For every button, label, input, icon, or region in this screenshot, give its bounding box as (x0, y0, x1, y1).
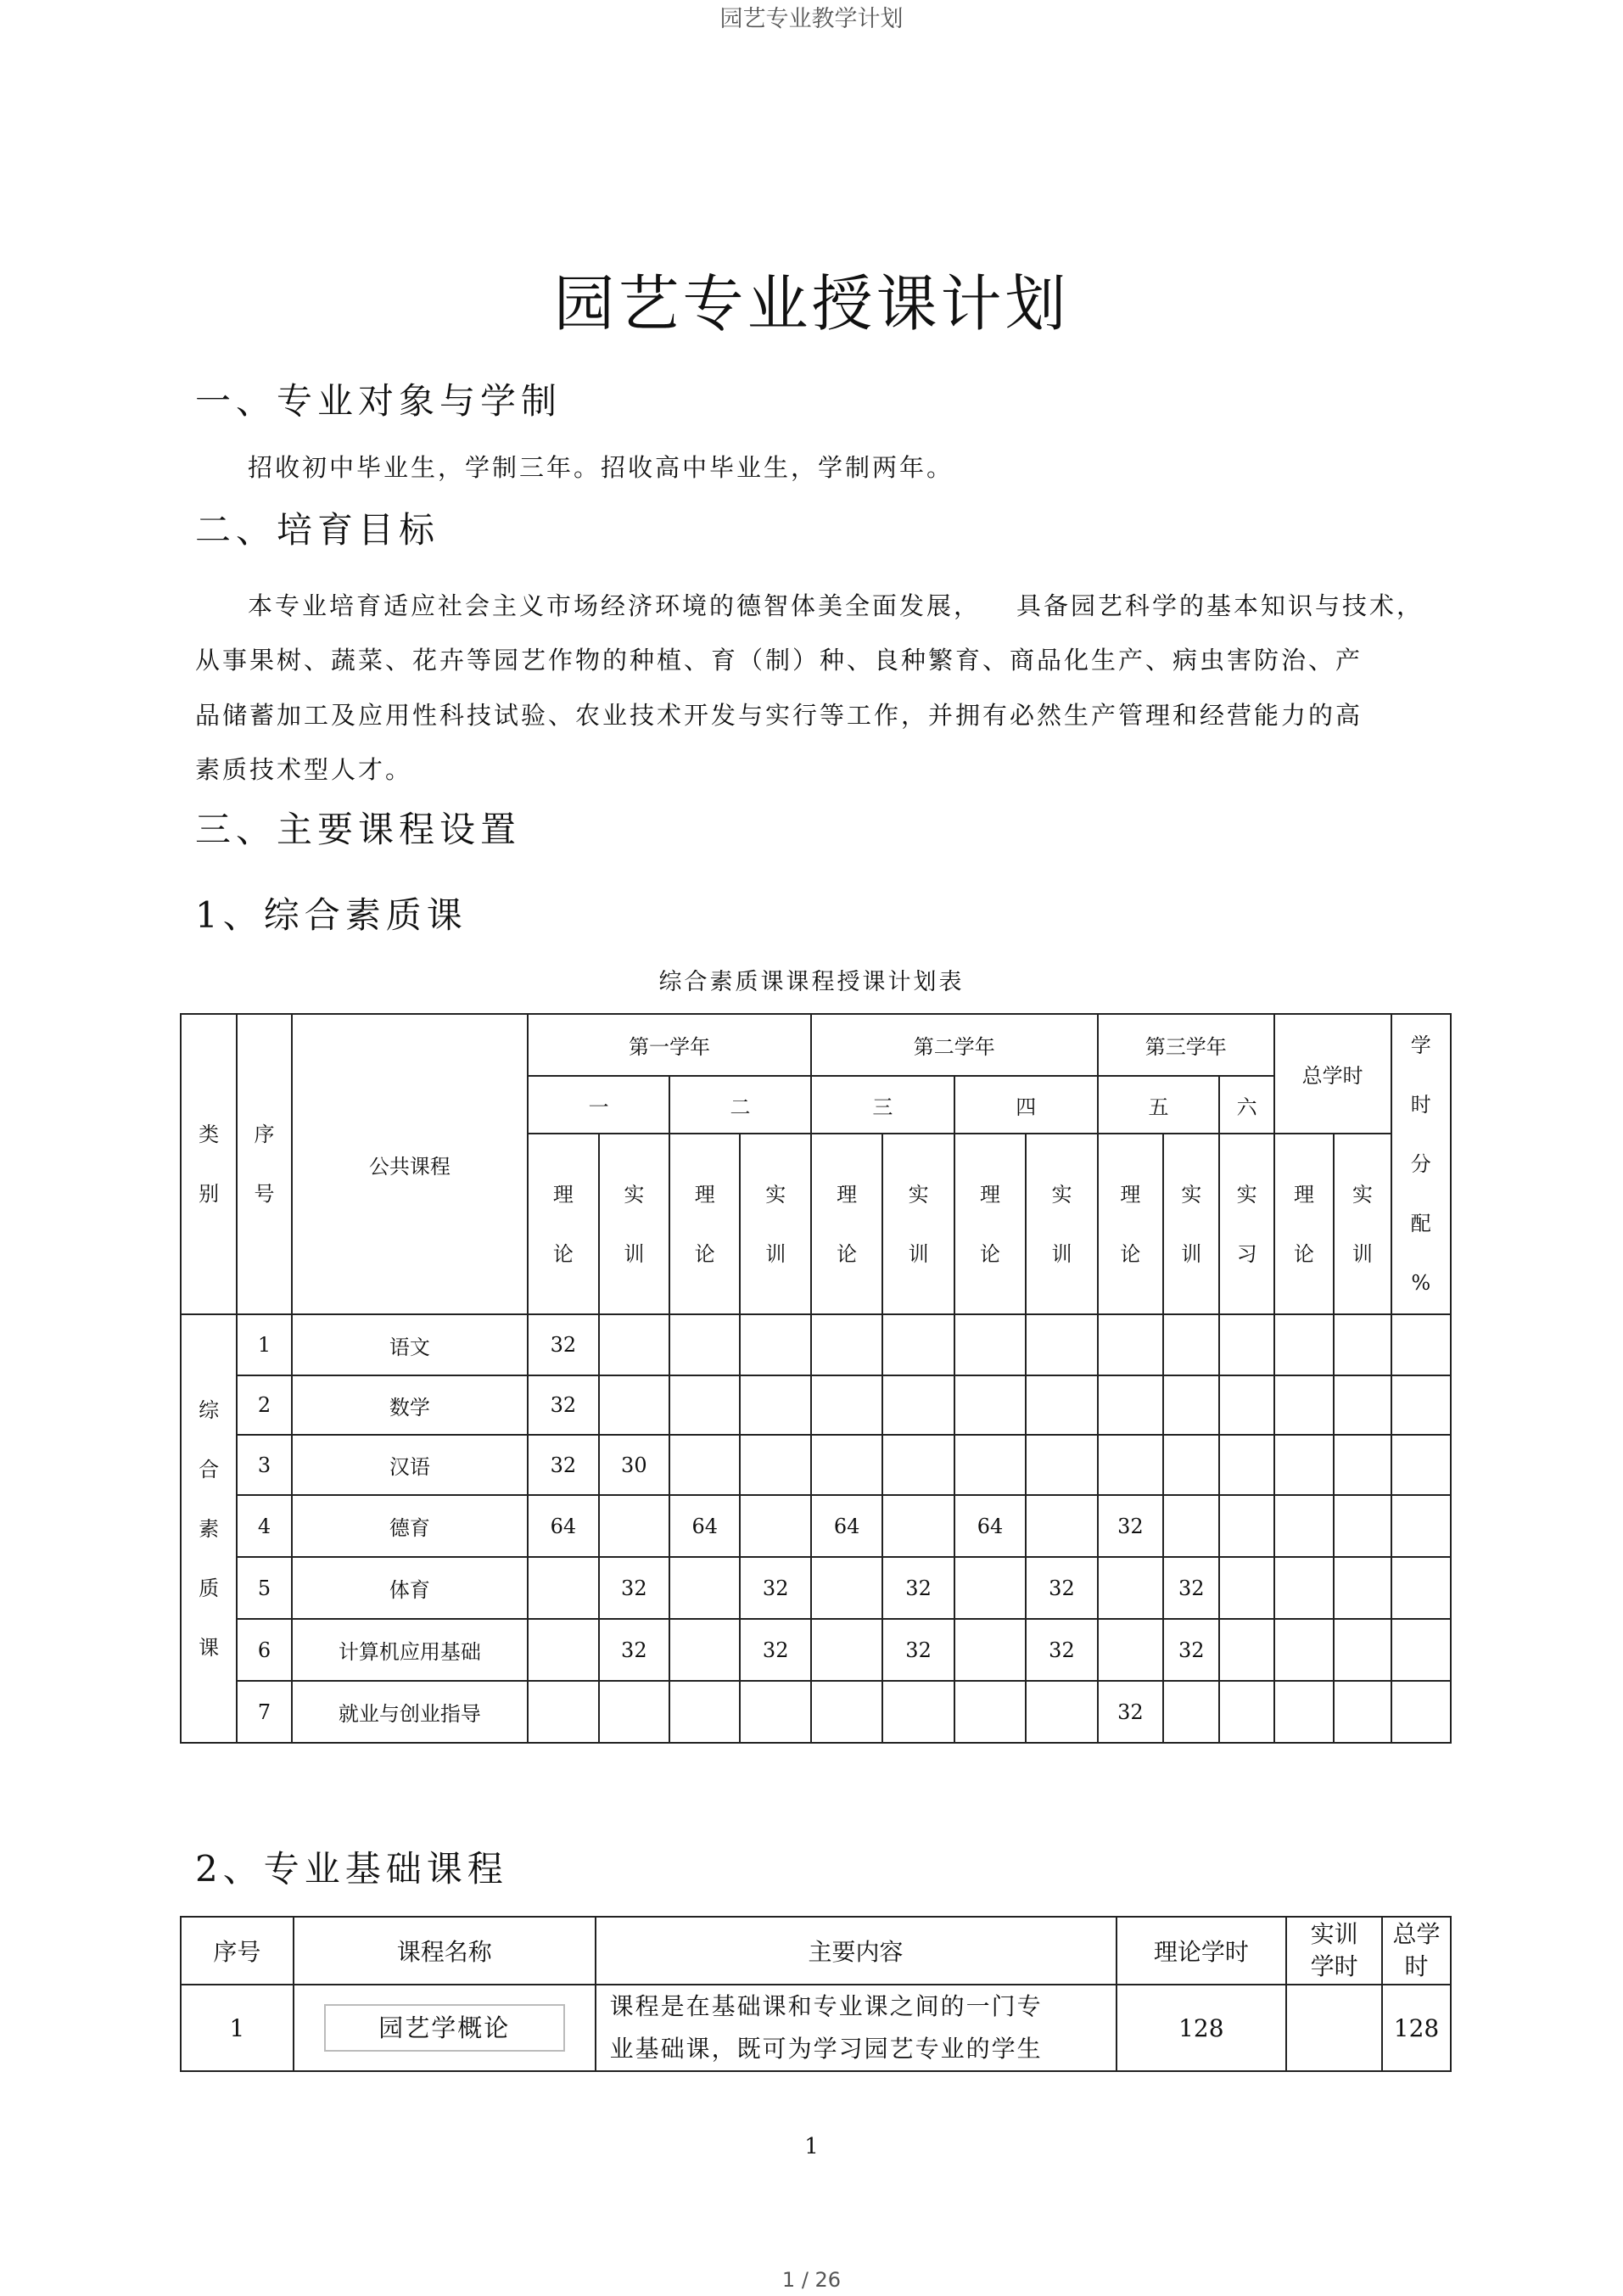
cell (1334, 1495, 1391, 1557)
header-practice: 实 训 (1334, 1134, 1391, 1314)
row-seq: 6 (237, 1619, 291, 1681)
header-total-hours: 总学时 (1274, 1014, 1391, 1134)
table-row (181, 1985, 1451, 2071)
header-practice: 实 训 (1026, 1134, 1097, 1314)
section-3-heading: 三、主要课程设置 (195, 809, 522, 850)
cell (1391, 1314, 1452, 1375)
cell: 32 (740, 1557, 810, 1619)
subsection-1-heading: 1、综合素质课 (195, 894, 467, 936)
cell (954, 1435, 1026, 1495)
cell (669, 1557, 740, 1619)
row-content: 课程是在基础课和专业课之间的一门专 业基础课，既可为学习园艺专业的学生 (596, 1985, 1117, 2071)
foundation-course-table (180, 1916, 1452, 2072)
cell (1163, 1314, 1219, 1375)
cell (599, 1681, 669, 1743)
header-category: 类 别 (181, 1014, 237, 1314)
header-year-3: 第三学年 (1098, 1014, 1274, 1076)
header-term-4: 四 (954, 1076, 1098, 1134)
row-course-name: 体育 (292, 1557, 528, 1619)
cell: 32 (1098, 1681, 1163, 1743)
section-2-line-1b: 具备园艺科学的基本知识与技术， (1016, 591, 1424, 620)
header-term-5: 五 (1098, 1076, 1220, 1134)
row-course-name: 语文 (292, 1314, 528, 1375)
cell (954, 1375, 1026, 1435)
cell: 32 (1026, 1557, 1097, 1619)
header-year-2: 第二学年 (811, 1014, 1098, 1076)
cell (1163, 1375, 1219, 1435)
page-number: 1 (804, 2134, 819, 2159)
cell: 32 (882, 1557, 954, 1619)
cell (1274, 1435, 1334, 1495)
cell (1391, 1495, 1452, 1557)
subsection-2-heading: 2、专业基础课程 (195, 1848, 508, 1890)
row-practice-hours (1286, 1985, 1382, 2071)
cell (1219, 1314, 1273, 1375)
cell (1334, 1435, 1391, 1495)
cell (528, 1557, 598, 1619)
cell (1219, 1435, 1273, 1495)
header-internship: 实 习 (1219, 1134, 1273, 1314)
cell (669, 1314, 740, 1375)
cell (1334, 1619, 1391, 1681)
cell (1274, 1619, 1334, 1681)
cell (1098, 1435, 1163, 1495)
cell (528, 1619, 598, 1681)
table-row (181, 1314, 1451, 1375)
cell (1391, 1619, 1452, 1681)
section-2-line-4: 素质技术型人才。 (195, 755, 413, 784)
header-seq: 序 号 (237, 1014, 291, 1314)
cell (1026, 1314, 1097, 1375)
cell (1026, 1495, 1097, 1557)
cell (740, 1375, 810, 1435)
row-seq: 1 (237, 1314, 291, 1375)
cell (1026, 1681, 1097, 1743)
cell (1163, 1435, 1219, 1495)
cell: 30 (599, 1435, 669, 1495)
table-row (181, 1435, 1451, 1495)
cell (1334, 1375, 1391, 1435)
document-title: 园艺专业授课计划 (553, 268, 1070, 339)
cell (1274, 1557, 1334, 1619)
cell (740, 1495, 810, 1557)
header-practice: 实 训 (882, 1134, 954, 1314)
row-course-name: 数学 (292, 1375, 528, 1435)
cell (1219, 1681, 1273, 1743)
cell (1098, 1557, 1163, 1619)
cell: 32 (1163, 1619, 1219, 1681)
cell: 32 (740, 1619, 810, 1681)
row-seq: 7 (237, 1681, 291, 1743)
header-term-2: 二 (669, 1076, 811, 1134)
row-seq: 2 (237, 1375, 291, 1435)
group-label: 综 合 素 质 课 (181, 1314, 237, 1743)
table-row (181, 1495, 1451, 1557)
header-course: 公共课程 (292, 1014, 528, 1314)
cell (954, 1557, 1026, 1619)
cell (1098, 1375, 1163, 1435)
header-term-3: 三 (811, 1076, 954, 1134)
cell: 32 (528, 1314, 598, 1375)
cell (882, 1681, 954, 1743)
header-theory: 理 论 (811, 1134, 882, 1314)
row-course-name-cell (294, 1985, 596, 2071)
section-2-heading: 二、培育目标 (195, 509, 440, 551)
cell (740, 1681, 810, 1743)
header-theory: 理 论 (669, 1134, 740, 1314)
header-practice: 实 训 (1163, 1134, 1219, 1314)
header-theory: 理 论 (1274, 1134, 1334, 1314)
cell (1026, 1375, 1097, 1435)
row-course-name: 就业与创业指导 (292, 1681, 528, 1743)
cell (1334, 1314, 1391, 1375)
cell (1274, 1375, 1334, 1435)
page-counter: 1 / 26 (781, 2268, 842, 2292)
cell (1219, 1619, 1273, 1681)
table-1-caption: 综合素质课课程授课计划表 (658, 969, 965, 995)
cell (882, 1435, 954, 1495)
table-row (181, 1619, 1451, 1681)
course-name-box: 园艺学概论 (324, 2004, 565, 2052)
cell (740, 1435, 810, 1495)
cell (882, 1314, 954, 1375)
cell (1391, 1557, 1452, 1619)
header-seq: 序号 (181, 1917, 294, 1985)
row-course-name: 计算机应用基础 (292, 1619, 528, 1681)
cell: 32 (882, 1619, 954, 1681)
header-course-name: 课程名称 (294, 1917, 596, 1985)
cell (669, 1681, 740, 1743)
table-row (181, 1375, 1451, 1435)
cell (669, 1619, 740, 1681)
cell: 64 (669, 1495, 740, 1557)
cell: 32 (1026, 1619, 1097, 1681)
cell: 32 (528, 1435, 598, 1495)
cell (1098, 1619, 1163, 1681)
cell (599, 1375, 669, 1435)
cell (1334, 1681, 1391, 1743)
cell: 64 (528, 1495, 598, 1557)
cell: 64 (811, 1495, 882, 1557)
cell: 32 (599, 1619, 669, 1681)
cell (1274, 1314, 1334, 1375)
cell (1219, 1375, 1273, 1435)
cell: 64 (954, 1495, 1026, 1557)
section-2-line-2: 从事果树、蔬菜、花卉等园艺作物的种植、育（制）种、良种繁育、商品化生产、病虫害防治、产 (195, 646, 1363, 675)
cell (811, 1435, 882, 1495)
cell: 32 (528, 1375, 598, 1435)
cell (811, 1314, 882, 1375)
page-header: 园艺专业教学计划 (719, 6, 904, 32)
cell (954, 1681, 1026, 1743)
cell (669, 1435, 740, 1495)
cell (1163, 1681, 1219, 1743)
section-2-line-3: 品储蓄加工及应用性科技试验、农业技术开发与实行等工作，并拥有必然生产管理和经营能力的高 (195, 701, 1363, 730)
header-term-1: 一 (528, 1076, 669, 1134)
cell (882, 1495, 954, 1557)
section-1-text: 招收初中毕业生，学制三年。招收高中毕业生，学制两年。 (248, 453, 954, 482)
cell (1098, 1314, 1163, 1375)
section-1-heading: 一、专业对象与学制 (195, 380, 562, 422)
header-content: 主要内容 (596, 1917, 1117, 1985)
header-theory: 理 论 (528, 1134, 598, 1314)
header-theory: 理 论 (1098, 1134, 1163, 1314)
table-row (181, 1557, 1451, 1619)
cell (954, 1619, 1026, 1681)
header-total-hours: 总学 时 (1382, 1917, 1451, 1985)
cell (1219, 1557, 1273, 1619)
cell (1274, 1681, 1334, 1743)
cell (1274, 1495, 1334, 1557)
cell (954, 1314, 1026, 1375)
cell (528, 1681, 598, 1743)
row-seq: 3 (237, 1435, 291, 1495)
header-term-6: 六 (1219, 1076, 1273, 1134)
table-row (181, 1681, 1451, 1743)
comprehensive-course-table (180, 1013, 1452, 1744)
row-course-name: 汉语 (292, 1435, 528, 1495)
row-seq: 1 (181, 1985, 294, 2071)
cell (882, 1375, 954, 1435)
cell (1334, 1557, 1391, 1619)
cell (1163, 1495, 1219, 1557)
header-practice-hours: 实训 学时 (1286, 1917, 1382, 1985)
cell (669, 1375, 740, 1435)
header-credit-share: 学 时 分 配 % (1391, 1014, 1452, 1314)
cell (740, 1314, 810, 1375)
header-practice: 实 训 (740, 1134, 810, 1314)
cell (1391, 1375, 1452, 1435)
row-total-hours: 128 (1382, 1985, 1451, 2071)
cell: 32 (599, 1557, 669, 1619)
header-practice: 实 训 (599, 1134, 669, 1314)
header-theory: 理 论 (954, 1134, 1026, 1314)
section-2-line-1a: 本专业培育适应社会主义市场经济环境的德智体美全面发展， (248, 591, 982, 620)
row-course-name: 德育 (292, 1495, 528, 1557)
cell (599, 1495, 669, 1557)
cell (811, 1619, 882, 1681)
cell (1219, 1495, 1273, 1557)
row-theory-hours: 128 (1117, 1985, 1287, 2071)
header-year-1: 第一学年 (528, 1014, 811, 1076)
cell (811, 1375, 882, 1435)
row-seq: 4 (237, 1495, 291, 1557)
header-theory-hours: 理论学时 (1117, 1917, 1287, 1985)
cell (1391, 1681, 1452, 1743)
cell: 32 (1163, 1557, 1219, 1619)
cell (811, 1681, 882, 1743)
cell (1391, 1435, 1452, 1495)
cell: 32 (1098, 1495, 1163, 1557)
cell (1026, 1435, 1097, 1495)
row-seq: 5 (237, 1557, 291, 1619)
cell (599, 1314, 669, 1375)
cell (811, 1557, 882, 1619)
